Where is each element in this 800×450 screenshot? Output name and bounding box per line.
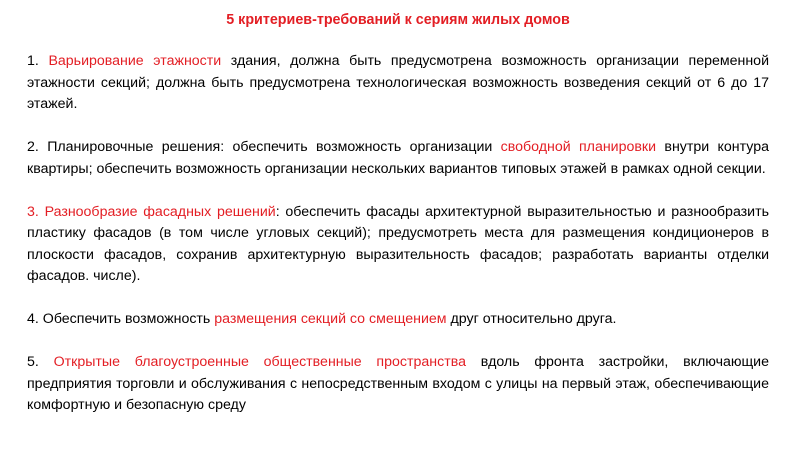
criterion-5 [27, 352, 769, 417]
criterion-2-text-before: Планировочные решения: обеспечить возможность организации [47, 139, 501, 155]
criterion-1-text: здания, должна быть предусмотрена возможность организации переменной этажности секций; должна быть предусмотрена технологическая возможность возведения секций от 6 до 17 этажей. [27, 53, 769, 112]
criterion-3-number: 3. [27, 203, 45, 220]
criterion-1 [27, 51, 769, 116]
criterion-4-highlight: размещения секций со смещением [214, 311, 447, 327]
criterion-4-text: друг относительно друга. [446, 311, 617, 327]
criterion-3-text: : обеспечить фасады архитектурной выразительностью и разнообразить пластику фасадов (в том числе угловых секций); предусмотреть места для размещения кондиционеров в плоскости фасадов, сохранив архитектурную выразительность фасадов; разработать варианты отделки фасадов. числе). [27, 203, 769, 284]
slide-title: 5 критериев-требований к сериям жилых домов [226, 12, 570, 28]
criterion-5-highlight: Открытые благоустроенные общественные пространства [53, 354, 466, 370]
criterion-5-text: вдоль фронта застройки, включающие предприятия торговли и обслуживания с непосредственным входом с улицы на первый этаж, обеспечивающие комфортную и безопасную среду [27, 354, 770, 413]
criterion-4-text-before: Обеспечить возможность [42, 311, 215, 327]
criterion-3-highlight: Разнообразие фасадных решений [44, 203, 276, 220]
criterion-5-number: 5. [27, 354, 54, 370]
criterion-1-highlight: Варьирование этажности [48, 53, 222, 69]
criterion-4-number: 4. [27, 311, 43, 327]
criterion-2-text: внутри контура квартиры; обеспечить возможность организации нескольких вариантов типовых этажей в рамках одной секции. [27, 139, 769, 177]
criterion-3 [27, 202, 769, 288]
criterion-1-number: 1. [27, 53, 49, 69]
criterion-2-number: 2. [27, 139, 48, 155]
criterion-4 [27, 309, 769, 331]
criterion-2 [27, 137, 769, 180]
criterion-2-highlight: свободной планировки [500, 139, 657, 155]
